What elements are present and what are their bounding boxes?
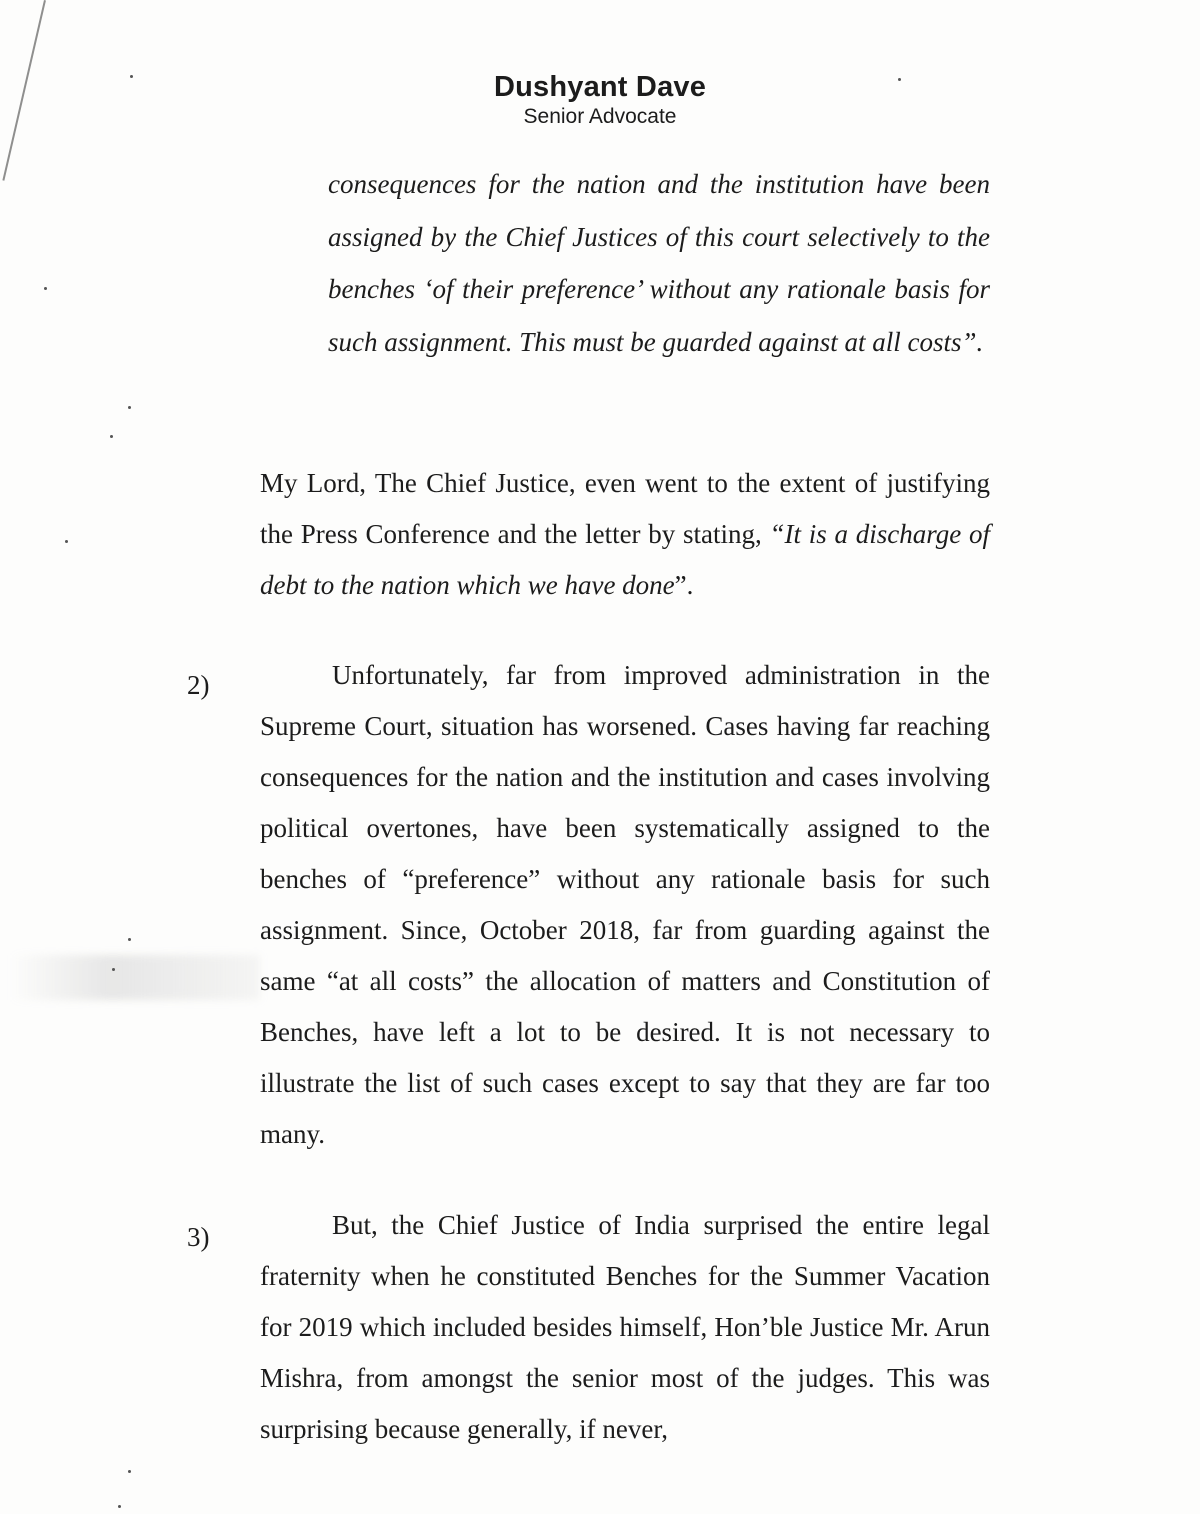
- scan-speck: [44, 287, 47, 290]
- scan-speck: [128, 1470, 131, 1473]
- scan-speck: [110, 435, 113, 438]
- paragraph-number-2: 2): [187, 670, 210, 700]
- scan-speck: [128, 938, 131, 941]
- quoted-statement: “It is a discharge of debt to the nation which we have done: [260, 519, 990, 600]
- paragraph-2-text: Unfortunately, far from improved administration in the Supreme Court, situation has worsened. Cases having far reaching consequences for the nation and the institution and cases involving political overtones, have been systematically assigned to the benches of “preference” without any rationale basis for such assignment. Since, October 2018, far from guarding against the same “at all costs” the allocation of matters and Constitution of Benches, have left a lot to be desired. It is not necessary to illustrate the list of such cases except to say that they are far too many.: [260, 660, 990, 1149]
- author-title: Senior Advocate: [523, 105, 677, 128]
- paragraph-number-3: 3): [187, 1222, 210, 1252]
- paragraph-3-text: But, the Chief Justice of India surprised the entire legal fraternity when he constituted Benches for the Summer Vacation for 2019 which included besides himself, Hon’ble Justice Mr. Arun Mishra, from amongst the senior most of the judges. This was surprising because generally, if never,: [260, 1210, 990, 1444]
- quoted-passage: consequences for the nation and the institution have been assigned by the Chief Justices of this court selectively to the benches ‘of their preference’ without any rationale basis for such assignment. This must be guarded against at all costs”.: [328, 169, 990, 357]
- scan-speck: [65, 540, 68, 543]
- scan-speck: [118, 1505, 121, 1508]
- scan-speck: [112, 968, 115, 971]
- author-name: Dushyant Dave: [493, 71, 707, 103]
- paragraph-chief-justice-statement: [260, 458, 990, 611]
- quote-close: ”.: [674, 570, 694, 600]
- scan-smudge: [10, 955, 260, 1000]
- letterhead: [0, 70, 1200, 130]
- scan-speck: [128, 406, 131, 409]
- paragraph-text: My Lord, The Chief Justice, even went to the extent of justifying the Press Conference and the letter by stating,: [260, 468, 990, 549]
